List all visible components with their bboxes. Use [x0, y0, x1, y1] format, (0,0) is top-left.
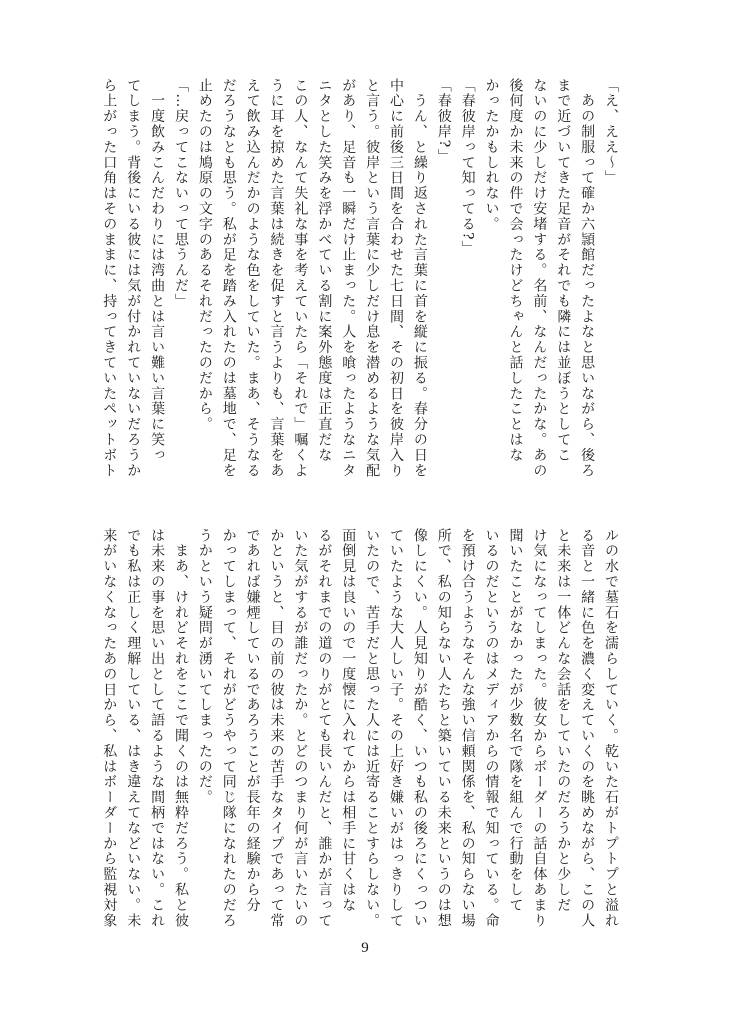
- text-column: あの制服って確か六頴館だったよなと思いながら、後ろ: [579, 78, 596, 479]
- text-column: ていたような大人しい子。その上好き嫌いがはっきりして: [387, 528, 404, 929]
- text-column: いたので、苦手だと思った人には近寄ることすらしない。: [364, 528, 381, 929]
- top-text-block: [96, 78, 622, 488]
- text-column: えて飲み込んだかのような色をしていた。まあ、そうなる: [244, 78, 261, 479]
- text-column: は未来の事を思い出として語るような間柄ではない。これ: [149, 528, 166, 929]
- text-column: と未来は一体どんな会話をしていたのだろうかと少しだ: [555, 528, 572, 913]
- bottom-text-block: [96, 528, 622, 938]
- text-column: と言う。彼岸という言葉に少しだけ息を潜めるような気配: [364, 78, 381, 479]
- text-column: る音と一緒に色を濃く変えていくのを眺めながら、この人: [579, 528, 596, 929]
- text-column: 面倒見は良いので一度懐に入れてからは相手に甘くはな: [340, 528, 357, 913]
- text-column: 来がいなくなったあの日から、私はボーダーから監視対象: [101, 528, 118, 929]
- text-column: いるのだというのはメディアからの情報で知っている。命: [483, 528, 500, 929]
- text-column: を預け合うようなそんな強い信頼関係を、私の知らない場: [459, 528, 476, 929]
- page-number: 9: [361, 940, 369, 956]
- text-column: 中心に前後三日間を合わせた七日間、その初日を彼岸入り: [387, 78, 404, 479]
- text-column: であれば嫌煙しているであろうことが長年の経験から分: [244, 528, 261, 913]
- text-column: てしまう。背後にいる彼には気が付かれていないだろうか: [125, 78, 142, 479]
- text-column: でも私は正しく理解している、はき違えてなどいない。未: [125, 528, 142, 929]
- text-column: け気になってしまった。彼女からボーダーの話自体あまり: [531, 528, 548, 929]
- text-column: かというと、目の前の彼は未来の苦手なタイプであって常: [268, 528, 285, 929]
- text-column: 像しにくい。人見知りが酷く、いつも私の後ろにくっつい: [411, 528, 428, 929]
- text-column: いた気がするが誰だったか。とどのつまり何が言いたいの: [292, 528, 309, 929]
- text-column: ら上がった口角はそのままに、持ってきていたペットボト: [101, 78, 118, 479]
- text-column: 「…戻ってこないって思うんだ」: [172, 78, 189, 309]
- text-column: 所で、私の知らない人たちと築いている未来というのは想: [435, 528, 452, 929]
- text-column: 「春彼岸って知ってる?」: [459, 78, 476, 257]
- text-column: うん、と繰り返された言葉に首を縦に振る。春分の日を: [411, 78, 428, 479]
- text-column: だろうなとも思う。私が足を踏み入れたのは墓地で、足を: [220, 78, 237, 479]
- text-column: この人、なんて失礼な事を考えていたら「それで」嘱くよ: [292, 78, 309, 479]
- text-column: るがそれまでの道のりがとても長いんだと、誰かが言って: [316, 528, 333, 929]
- text-column: うかという疑問が湧いてしまったのだ。: [196, 528, 213, 806]
- text-column: うに耳を掠めた言葉は続きを促すと言うよりも、言葉をあ: [268, 78, 285, 479]
- text-column: 「春彼岸?」: [435, 78, 452, 164]
- text-column: ルの水で墓石を濡らしていく。乾いた石がトプトプと溢れ: [603, 528, 619, 929]
- text-column: 止めたのは鳩原の文字のあるそれだったのだから。: [196, 78, 213, 433]
- text-column: ないのに少しだけ安堵する。名前、なんだったかな。あの: [531, 78, 548, 479]
- text-column: ニタとした笑みを浮かべている割に案外態度は正直だな: [316, 78, 333, 463]
- text-column: かったかもしれない。: [483, 78, 500, 232]
- text-column: があり、足音も一瞬だけ止まった。人を喰ったようなニタ: [340, 78, 357, 479]
- text-column: 「え、ええ〜」: [603, 78, 619, 186]
- text-column: 聞いたことがなかったが少数名で隊を組んで行動をして: [507, 528, 524, 913]
- text-column: まあ、けれどそれをここで聞くのは無粋だろう。私と彼: [172, 528, 189, 929]
- text-column: 後何度か未来の件で会ったけどちゃんと話したことはな: [507, 78, 524, 463]
- text-column: かってしまって、それがどうやって同じ隊になれたのだろ: [220, 528, 237, 929]
- text-column: 一度飲みこんだわりには湾曲とは言い難い言葉に笑っ: [149, 78, 166, 463]
- text-column: まで近づいてきた足音がそれでも隣には並ぼうとしてこ: [555, 78, 572, 463]
